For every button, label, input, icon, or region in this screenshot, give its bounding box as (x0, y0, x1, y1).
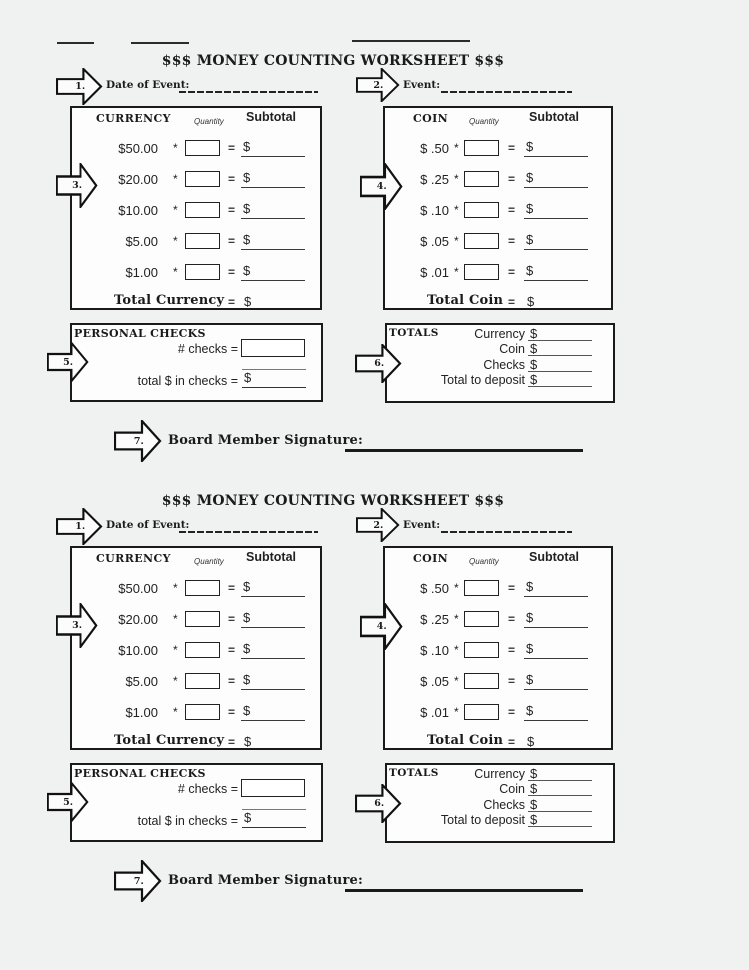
totals-header: TOTALS (389, 767, 439, 779)
equals-sign: = (228, 141, 236, 155)
dollar-sign: $ (526, 610, 534, 625)
totals-blank[interactable] (528, 781, 592, 796)
dollar-sign: $ (526, 139, 534, 154)
totals-blank[interactable] (528, 357, 592, 372)
coin-row (385, 139, 611, 157)
quantity-box[interactable] (185, 264, 220, 280)
currency-section (70, 106, 322, 310)
equals-sign: = (508, 735, 516, 749)
equals-sign: = (508, 705, 516, 719)
dollar-sign: $ (527, 734, 535, 749)
denomination-label: $ .50 (420, 141, 449, 156)
multiply-sign: * (454, 141, 459, 155)
denomination-label: $ .25 (420, 172, 449, 187)
subtotal-blank[interactable] (524, 201, 588, 219)
dollar-sign: $ (530, 372, 538, 387)
equals-sign: = (508, 643, 516, 657)
step-4-arrow (360, 163, 403, 210)
dollar-sign: $ (244, 294, 252, 309)
subtotal-blank[interactable] (241, 201, 305, 219)
subtotal-blank[interactable] (524, 703, 588, 721)
coin-header: COIN (413, 112, 449, 125)
step-number: 1. (75, 81, 86, 92)
coin-section (383, 106, 613, 310)
subtotal-blank[interactable] (524, 672, 588, 690)
dollar-sign: $ (530, 341, 538, 356)
step-number: 6. (374, 358, 385, 369)
quantity-header: Quantity (194, 117, 224, 126)
subtotal-blank[interactable] (524, 579, 588, 597)
date-of-event-blank[interactable] (179, 91, 318, 93)
multiply-sign: * (454, 265, 459, 279)
subtotal-blank[interactable] (524, 139, 588, 157)
event-blank[interactable] (441, 531, 572, 533)
quantity-header: Quantity (469, 117, 499, 126)
step-number: 7. (133, 435, 144, 447)
denomination-label: $ .10 (420, 203, 449, 218)
coin-section (383, 546, 613, 750)
totals-row (387, 781, 613, 796)
currency-header: CURRENCY (96, 112, 171, 125)
totals-row-label: Checks (483, 358, 525, 372)
multiply-sign: * (454, 674, 459, 688)
denomination-label: $1.00 (125, 265, 158, 280)
totals-section (385, 763, 615, 843)
coin-row (385, 232, 611, 250)
step-number: 5. (63, 356, 74, 368)
step-number: 3. (72, 180, 83, 191)
dollar-sign: $ (530, 812, 538, 827)
dollar-sign: $ (243, 672, 251, 687)
step-5-arrow (47, 342, 89, 382)
quantity-box[interactable] (464, 580, 499, 596)
total-currency-label: Total Currency (114, 293, 225, 308)
step-6-arrow (355, 784, 402, 823)
quantity-box[interactable] (464, 611, 499, 627)
board-member-signature-label: Board Member Signature: (168, 433, 363, 448)
subtotal-blank[interactable] (241, 579, 305, 597)
dollar-sign: $ (526, 703, 534, 718)
currency-row (72, 641, 320, 659)
multiply-sign: * (454, 172, 459, 186)
dollar-sign: $ (526, 579, 534, 594)
currency-total-row (72, 733, 320, 751)
totals-blank[interactable] (528, 372, 592, 387)
step-1-arrow (56, 508, 103, 545)
quantity-box[interactable] (464, 642, 499, 658)
subtotal-blank[interactable] (524, 263, 588, 281)
currency-row (72, 672, 320, 690)
quantity-header: Quantity (194, 557, 224, 566)
coin-row (385, 170, 611, 188)
denomination-label: $5.00 (125, 674, 158, 689)
currency-total-row (72, 293, 320, 311)
subtotal-blank[interactable] (241, 263, 305, 281)
worksheet-copy-2 (0, 440, 749, 910)
equals-sign: = (508, 172, 516, 186)
step-number: 5. (63, 796, 74, 808)
quantity-box[interactable] (185, 580, 220, 596)
dollar-sign: $ (526, 232, 534, 247)
date-of-event-label: Date of Event: (106, 79, 190, 91)
equals-sign: = (508, 674, 516, 688)
equals-sign: = (228, 295, 236, 309)
subtotal-header: Subtotal (529, 110, 579, 124)
step-3-arrow (56, 163, 98, 208)
multiply-sign: * (173, 234, 178, 248)
currency-row (72, 232, 320, 250)
equals-sign: = (228, 705, 236, 719)
subtotal-blank[interactable] (524, 170, 588, 188)
worksheet-copy-1 (0, 0, 749, 470)
totals-row (387, 797, 613, 812)
currency-row (72, 170, 320, 188)
quantity-box[interactable] (185, 233, 220, 249)
quantity-box[interactable] (464, 673, 499, 689)
dollar-sign: $ (526, 201, 534, 216)
coin-header: COIN (413, 552, 449, 565)
step-3-arrow (56, 603, 98, 648)
total-coin-label: Total Coin (427, 293, 504, 308)
denomination-label: $50.00 (118, 141, 158, 156)
multiply-sign: * (173, 643, 178, 657)
equals-sign: = (228, 581, 236, 595)
totals-row (387, 326, 613, 341)
step-4-arrow (360, 603, 403, 650)
subtotal-blank[interactable] (241, 610, 305, 628)
equals-sign: = (228, 674, 236, 688)
equals-sign: = (228, 203, 236, 217)
personal-checks-section (70, 763, 323, 842)
denomination-label: $ .10 (420, 643, 449, 658)
currency-row (72, 703, 320, 721)
dollar-sign: $ (530, 357, 538, 372)
totals-blank[interactable] (528, 766, 592, 781)
dollar-sign: $ (243, 232, 251, 247)
totals-row-label: Coin (499, 782, 525, 796)
multiply-sign: * (454, 234, 459, 248)
denomination-label: $ .05 (420, 674, 449, 689)
personal-checks-header: PERSONAL CHECKS (74, 327, 206, 340)
subtotal-header: Subtotal (246, 110, 296, 124)
personal-checks-header: PERSONAL CHECKS (74, 767, 206, 780)
quantity-box[interactable] (185, 642, 220, 658)
totals-row (387, 372, 613, 387)
step-number: 2. (373, 519, 384, 531)
total-currency-label: Total Currency (114, 733, 225, 748)
dollar-sign: $ (243, 641, 251, 656)
dollar-sign: $ (243, 170, 251, 185)
coin-total-row (385, 733, 611, 751)
checks-total-blank[interactable] (242, 809, 306, 828)
dollar-sign: $ (530, 766, 538, 781)
denomination-label: $ .01 (420, 705, 449, 720)
totals-header: TOTALS (389, 327, 439, 339)
totals-blank[interactable] (528, 326, 592, 341)
num-checks-label: # checks = (177, 782, 238, 796)
totals-row-label: Currency (474, 767, 525, 781)
num-checks-box[interactable] (241, 779, 305, 797)
totals-row (387, 766, 613, 781)
equals-sign: = (508, 612, 516, 626)
dollar-sign: $ (526, 672, 534, 687)
totals-blank[interactable] (528, 797, 592, 812)
denomination-label: $ .25 (420, 612, 449, 627)
step-1-arrow (56, 68, 103, 105)
worksheet-title: $$$ MONEY COUNTING WORKSHEET $$$ (161, 493, 505, 510)
totals-blank[interactable] (528, 812, 592, 827)
equals-sign: = (228, 643, 236, 657)
currency-header: CURRENCY (96, 552, 171, 565)
coin-row (385, 703, 611, 721)
subtotal-blank[interactable] (241, 672, 305, 690)
checks-total-blank[interactable] (242, 369, 306, 388)
quantity-box[interactable] (464, 140, 499, 156)
quantity-box[interactable] (185, 202, 220, 218)
equals-sign: = (228, 234, 236, 248)
personal-checks-section (70, 323, 323, 402)
date-of-event-blank[interactable] (179, 531, 318, 533)
denomination-label: $1.00 (125, 705, 158, 720)
dollar-sign: $ (530, 797, 538, 812)
checks-total-label: total $ in checks = (137, 814, 238, 828)
dollar-sign: $ (530, 326, 538, 341)
dollar-sign: $ (526, 170, 534, 185)
equals-sign: = (508, 141, 516, 155)
dollar-sign: $ (526, 263, 534, 278)
multiply-sign: * (173, 141, 178, 155)
step-number: 2. (373, 79, 384, 91)
quantity-box[interactable] (464, 233, 499, 249)
quantity-header: Quantity (469, 557, 499, 566)
event-label: Event: (403, 519, 441, 531)
total-coin-label: Total Coin (427, 733, 504, 748)
worksheet-title: $$$ MONEY COUNTING WORKSHEET $$$ (161, 53, 505, 70)
totals-row (387, 357, 613, 372)
equals-sign: = (508, 234, 516, 248)
quantity-box[interactable] (464, 264, 499, 280)
subtotal-blank[interactable] (241, 232, 305, 250)
totals-row-label: Checks (483, 798, 525, 812)
dollar-sign: $ (243, 610, 251, 625)
coin-row (385, 579, 611, 597)
dollar-sign: $ (244, 810, 252, 825)
step-number: 4. (376, 621, 387, 632)
denomination-label: $50.00 (118, 581, 158, 596)
step-2-arrow (356, 68, 400, 102)
subtotal-blank[interactable] (524, 232, 588, 250)
totals-row-label: Coin (499, 342, 525, 356)
currency-row (72, 579, 320, 597)
quantity-box[interactable] (464, 171, 499, 187)
coin-row (385, 263, 611, 281)
equals-sign: = (508, 203, 516, 217)
totals-row-label: Currency (474, 327, 525, 341)
num-checks-label: # checks = (177, 342, 238, 356)
denomination-label: $ .01 (420, 265, 449, 280)
denomination-label: $10.00 (118, 203, 158, 218)
step-number: 7. (133, 875, 144, 887)
denomination-label: $10.00 (118, 643, 158, 658)
denomination-label: $ .50 (420, 581, 449, 596)
currency-row (72, 263, 320, 281)
subtotal-blank[interactable] (241, 139, 305, 157)
coin-row (385, 672, 611, 690)
totals-row (387, 812, 613, 827)
signature-blank[interactable] (345, 889, 583, 892)
equals-sign: = (228, 265, 236, 279)
equals-sign: = (228, 735, 236, 749)
coin-row (385, 610, 611, 628)
quantity-box[interactable] (464, 704, 499, 720)
subtotal-header: Subtotal (246, 550, 296, 564)
dollar-sign: $ (243, 201, 251, 216)
totals-row-label: Total to deposit (440, 813, 525, 827)
totals-section (385, 323, 615, 403)
equals-sign: = (228, 172, 236, 186)
quantity-box[interactable] (185, 704, 220, 720)
subtotal-header: Subtotal (529, 550, 579, 564)
currency-row (72, 201, 320, 219)
event-blank[interactable] (441, 91, 572, 93)
dollar-sign: $ (243, 703, 251, 718)
coin-row (385, 201, 611, 219)
multiply-sign: * (173, 705, 178, 719)
dollar-sign: $ (244, 370, 252, 385)
currency-section (70, 546, 322, 750)
step-number: 4. (376, 181, 387, 192)
subtotal-blank[interactable] (524, 610, 588, 628)
checks-total-label: total $ in checks = (137, 374, 238, 388)
multiply-sign: * (454, 581, 459, 595)
denomination-label: $20.00 (118, 172, 158, 187)
multiply-sign: * (454, 612, 459, 626)
event-label: Event: (403, 79, 441, 91)
totals-blank[interactable] (528, 341, 592, 356)
quantity-box[interactable] (185, 171, 220, 187)
subtotal-blank[interactable] (241, 703, 305, 721)
quantity-box[interactable] (185, 611, 220, 627)
step-2-arrow (356, 508, 400, 542)
totals-row-label: Total to deposit (440, 373, 525, 387)
quantity-box[interactable] (464, 202, 499, 218)
board-member-signature-label: Board Member Signature: (168, 873, 363, 888)
subtotal-blank[interactable] (241, 641, 305, 659)
multiply-sign: * (454, 203, 459, 217)
dollar-sign: $ (527, 294, 535, 309)
dollar-sign: $ (243, 139, 251, 154)
step-number: 6. (374, 798, 385, 809)
multiply-sign: * (173, 674, 178, 688)
quantity-box[interactable] (185, 673, 220, 689)
dollar-sign: $ (243, 579, 251, 594)
equals-sign: = (508, 581, 516, 595)
multiply-sign: * (173, 581, 178, 595)
denomination-label: $20.00 (118, 612, 158, 627)
denomination-label: $ .05 (420, 234, 449, 249)
dollar-sign: $ (530, 781, 538, 796)
totals-row (387, 341, 613, 356)
equals-sign: = (508, 265, 516, 279)
step-number: 3. (72, 620, 83, 631)
date-of-event-label: Date of Event: (106, 519, 190, 531)
dollar-sign: $ (244, 734, 252, 749)
coin-total-row (385, 293, 611, 311)
multiply-sign: * (173, 612, 178, 626)
subtotal-blank[interactable] (524, 641, 588, 659)
currency-row (72, 610, 320, 628)
equals-sign: = (508, 295, 516, 309)
step-7-arrow (114, 860, 162, 902)
multiply-sign: * (173, 203, 178, 217)
coin-row (385, 641, 611, 659)
equals-sign: = (228, 612, 236, 626)
multiply-sign: * (454, 643, 459, 657)
step-5-arrow (47, 782, 89, 822)
dollar-sign: $ (243, 263, 251, 278)
multiply-sign: * (173, 172, 178, 186)
num-checks-box[interactable] (241, 339, 305, 357)
step-number: 1. (75, 521, 86, 532)
step-6-arrow (355, 344, 402, 383)
quantity-box[interactable] (185, 140, 220, 156)
currency-row (72, 139, 320, 157)
multiply-sign: * (454, 705, 459, 719)
denomination-label: $5.00 (125, 234, 158, 249)
subtotal-blank[interactable] (241, 170, 305, 188)
dollar-sign: $ (526, 641, 534, 656)
multiply-sign: * (173, 265, 178, 279)
